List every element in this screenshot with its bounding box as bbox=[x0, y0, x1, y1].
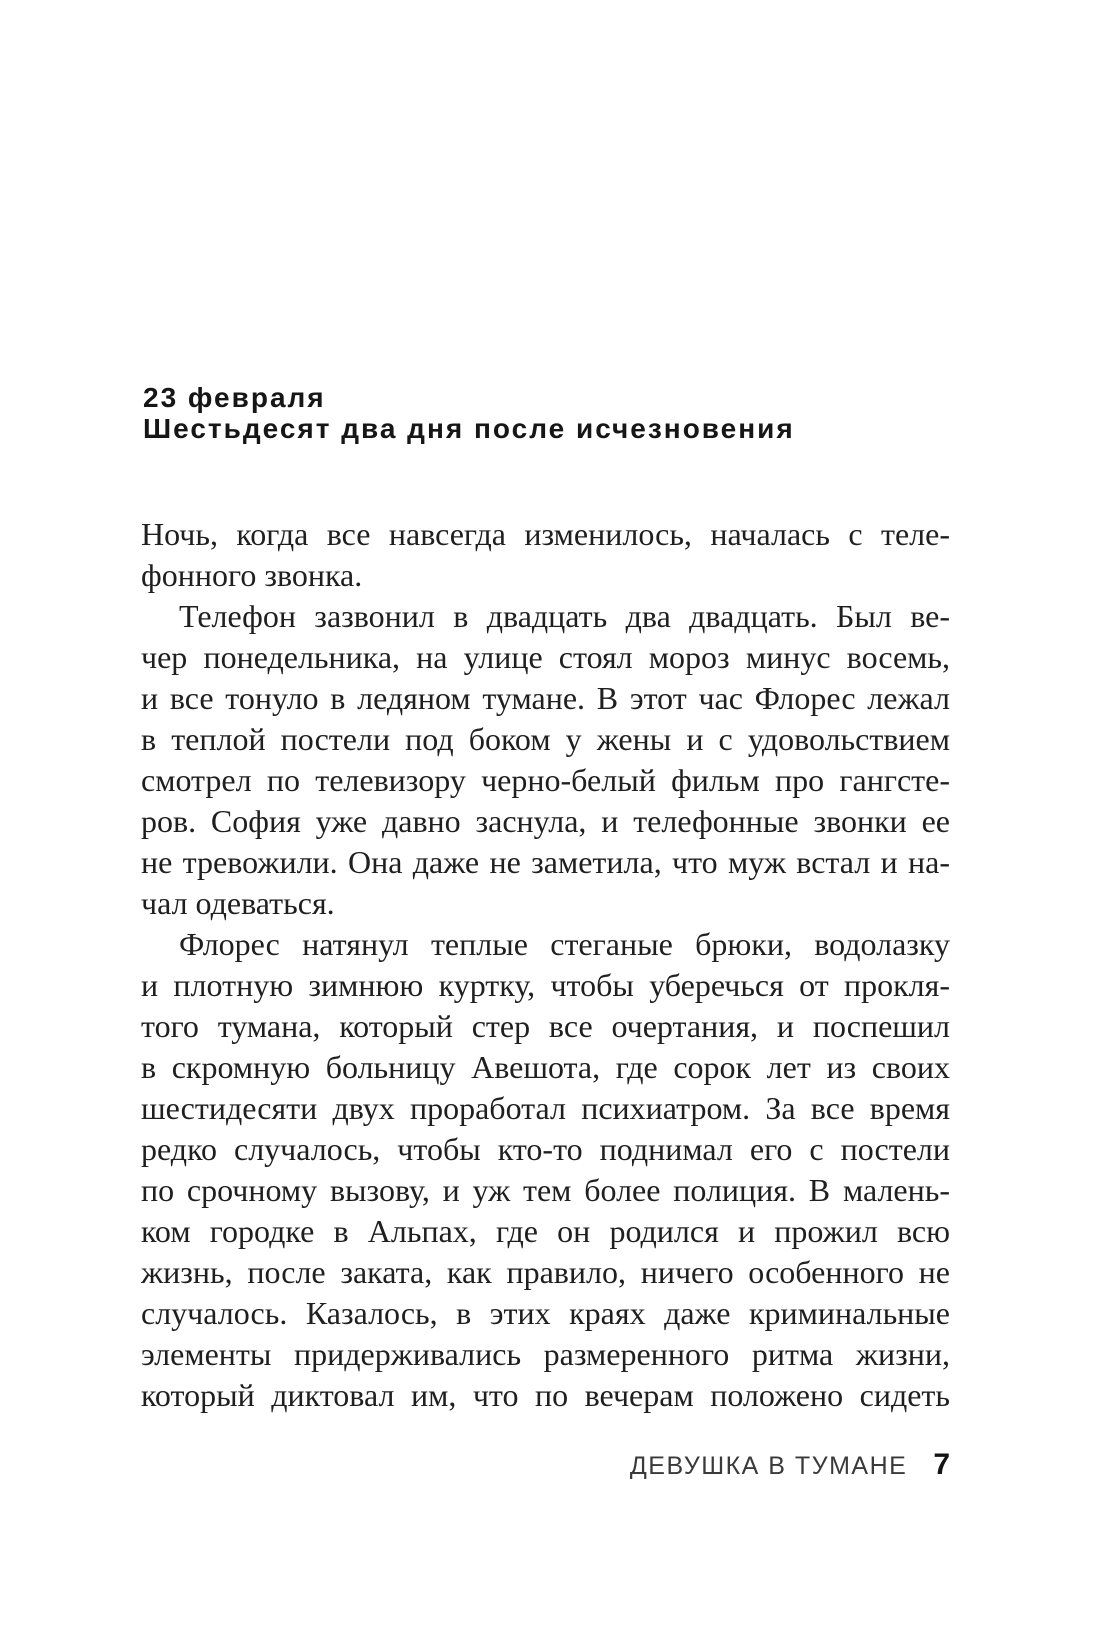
text-line: того тумана, который стер все очертания, и поспешил bbox=[141, 1008, 950, 1044]
running-title: ДЕВУШКА В ТУМАНЕ bbox=[629, 1452, 908, 1480]
heading-date: 23 февраля bbox=[143, 382, 326, 413]
text-line: шестидесяти двух проработал психиатром. За все время bbox=[141, 1090, 950, 1126]
page-number: 7 bbox=[933, 1448, 950, 1481]
text-line: в скромную больницу Авешота, где сорок лет из своих bbox=[141, 1049, 950, 1085]
text-line: по срочному вызову, и уж тем более полиция. В малень- bbox=[141, 1172, 950, 1208]
text-line: и все тонуло в ледяном тумане. В этот час Флорес лежал bbox=[141, 680, 950, 716]
text-line: жизнь, после заката, как правило, ничего особенного не bbox=[141, 1254, 950, 1290]
text-line: который диктовал им, что по вечерам положено сидеть bbox=[141, 1377, 950, 1413]
chapter-heading bbox=[143, 382, 795, 444]
text-line: случалось. Казалось, в этих краях даже криминальные bbox=[141, 1295, 950, 1331]
text-line: элементы придерживались размеренного ритма жизни, bbox=[141, 1336, 950, 1372]
text-line: ком городке в Альпах, где он родился и прожил всю bbox=[141, 1213, 950, 1249]
text-line: Телефон зазвонил в двадцать два двадцать. Был ве- bbox=[179, 598, 950, 634]
text-line: Ночь, когда все навсегда изменилось, началась с теле- bbox=[141, 516, 950, 552]
text-line: Флорес натянул теплые стеганые брюки, водолазку bbox=[179, 926, 950, 962]
text-line: смотрел по телевизору черно-белый фильм про гангсте- bbox=[141, 762, 950, 798]
text-line: редко случалось, чтобы кто-то поднимал его с постели bbox=[141, 1131, 950, 1167]
text-line: чер понедельника, на улице стоял мороз минус восемь, bbox=[141, 639, 950, 675]
heading-subtitle: Шестьдесят два дня после исчезновения bbox=[143, 413, 795, 444]
text-line: ров. София уже давно заснула, и телефонные звонки ее bbox=[141, 803, 950, 839]
text-line: не тревожили. Она даже не заметила, что муж встал и на- bbox=[141, 844, 950, 880]
text-line: и плотную зимнюю куртку, чтобы уберечься от прокля- bbox=[141, 967, 950, 1003]
page-footer bbox=[630, 1448, 950, 1482]
text-line: фонного звонка. bbox=[141, 557, 363, 593]
text-line: в теплой постели под боком у жены и с удовольствием bbox=[141, 721, 950, 757]
body-text bbox=[141, 514, 950, 1416]
text-line: чал одеваться. bbox=[141, 885, 335, 921]
